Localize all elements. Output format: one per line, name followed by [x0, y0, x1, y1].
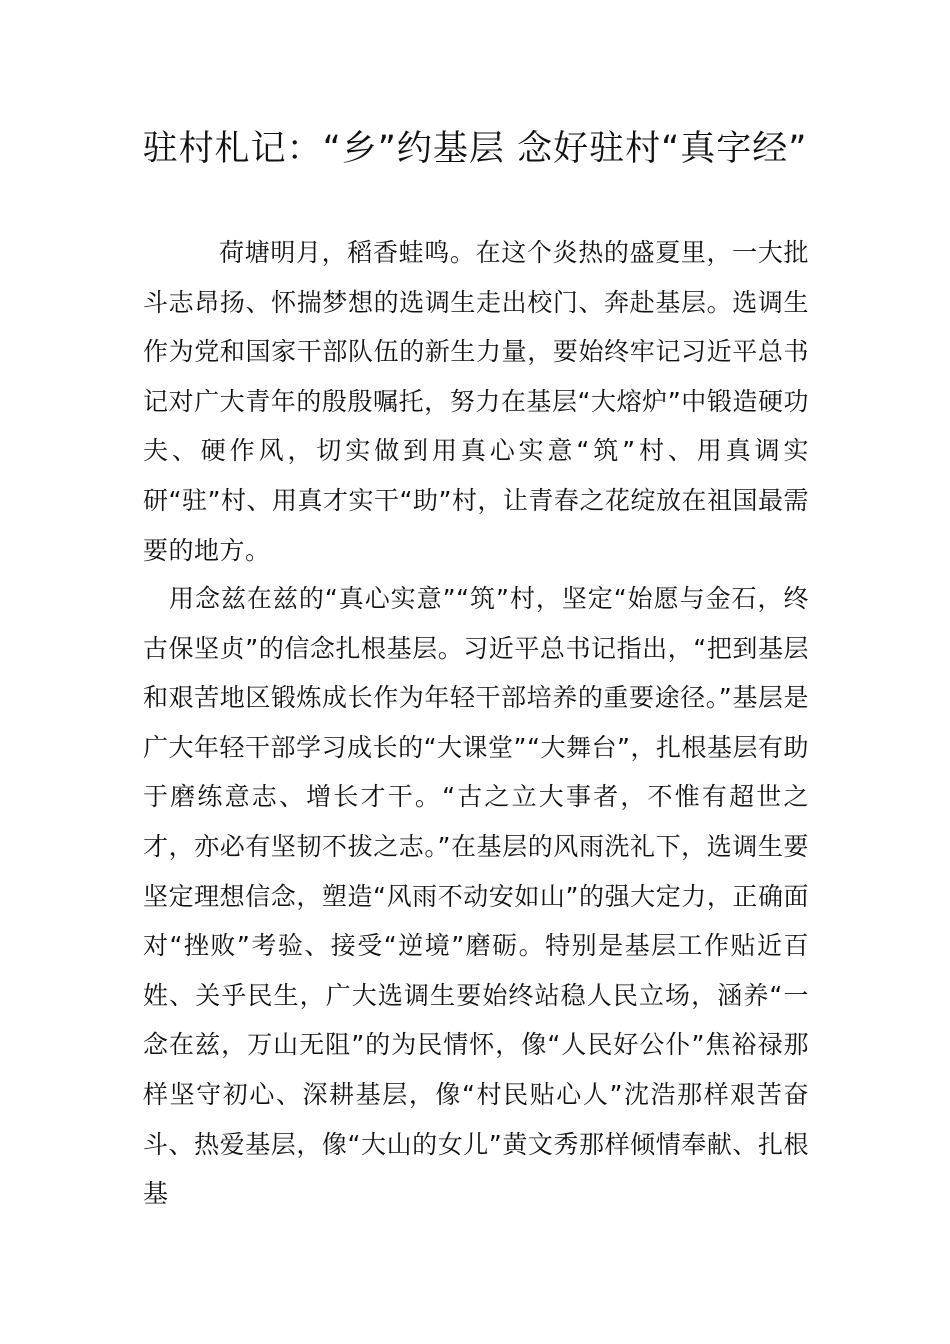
paragraph-2: 用念兹在兹的“真心实意”“筑”村，坚定“始愿与金石，终古保坚贞”的信念扎根基层。习近平总书记指出，“把到基层和艰苦地区锻炼成长作为年轻干部培养的重要途径。”基层是广大年轻干部学习成长的“大课堂”“大舞台”，扎根基层有助于磨练意志、增长才干。“古之立大事者，不惟有超世之才，亦必有坚韧不拔之志。”在基层的风雨洗礼下，选调生要坚定理想信念，塑造“风雨不动安如山”的强大定力，正确面对“挫败”考验、接受“逆境”磨砺。特别是基层工作贴近百姓、关乎民生，广大选调生要始终站稳人民立场，涵养“一念在兹，万山无阻”的为民情怀，像“人民好公仆”焦裕禄那样坚守初心、深耕基层，像“村民贴心人”沈浩那样艰苦奋斗、热爱基层，像“大山的女儿”黄文秀那样倾情奉献、扎根基: [143, 584, 809, 1209]
paragraph-1: 荷塘明月，稻香蛙鸣。在这个炎热的盛夏里，一大批斗志昂扬、怀揣梦想的选调生走出校门、奔赴基层。选调生作为党和国家干部队伍的新生力量，要始终牢记习近平总书记对广大青年的殷殷嘱托，努力在基层“大熔炉”中锻造硬功夫、硬作风，切实做到用真心实意“筑”村、用真调实研“驻”村、用真才实干“助”村，让青春之花绽放在祖国最需要的地方。: [143, 238, 809, 565]
document-title: 驻村札记：“乡”约基层 念好驻村“真字经”: [142, 129, 808, 169]
